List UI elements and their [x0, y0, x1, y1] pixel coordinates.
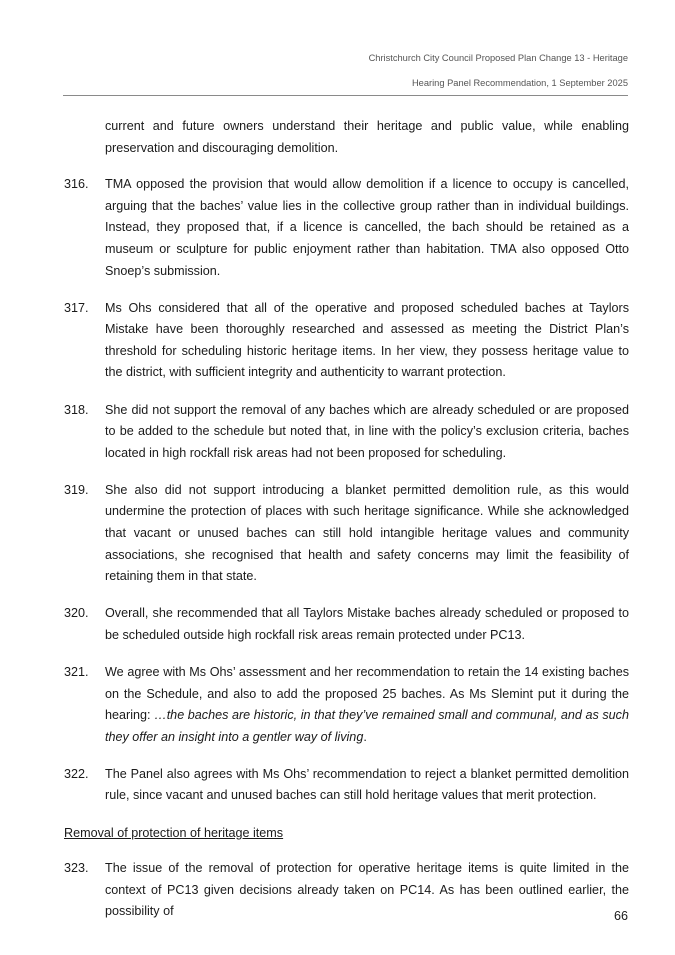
paragraph-text: Overall, she recommended that all Taylors Mistake baches already scheduled or proposed to be scheduled outside high rockfall risk areas remain protected under PC13. [105, 606, 629, 642]
paragraph-continuation [64, 116, 629, 159]
paragraph-text: current and future owners understand their heritage and public value, while enabling preservation and discouraging demolition. [105, 119, 629, 155]
page-number: 66 [613, 909, 628, 923]
paragraph-number: 322. [64, 766, 89, 781]
header-divider [63, 95, 628, 96]
paragraph-text-tail: . [363, 729, 367, 744]
paragraph-321 [64, 662, 629, 748]
paragraph-322 [64, 764, 629, 807]
document-body [64, 116, 629, 938]
paragraph-number: 321. [64, 664, 89, 679]
paragraph-number: 319. [64, 482, 89, 497]
paragraph-text: She did not support the removal of any baches which are already scheduled or are proposed to be added to the schedule but noted that, in line with the policy’s exclusion criteria, baches located in high rockfall risk areas had not been proposed for scheduling. [105, 402, 629, 460]
paragraph-317 [64, 298, 629, 384]
paragraph-text: The Panel also agrees with Ms Ohs’ recommendation to reject a blanket permitted demolition rule, since vacant and unused baches can still hold heritage values that merit protection. [105, 766, 629, 803]
paragraph-text: Ms Ohs considered that all of the operative and proposed scheduled baches at Taylors Mistake have been thoroughly researched and assessed as meeting the District Plan’s threshold for scheduling historic heritage items. In her view, they possess heritage value to the district, with sufficient integrity and authenticity to warrant protection. [105, 300, 629, 380]
hearing-quote: …the baches are historic, in that they’ve remained small and communal, and as such they offer an insight into a gentler way of living [105, 708, 629, 744]
paragraph-316 [64, 174, 629, 282]
paragraph-323 [64, 858, 629, 923]
paragraph-320 [64, 603, 629, 646]
paragraph-number: 316. [64, 177, 89, 192]
paragraph-number: 317. [64, 300, 89, 315]
header-document-title: Christchurch City Council Proposed Plan Change 13 - Heritage [368, 53, 628, 63]
paragraph-text: We agree with Ms Ohs’ assessment and her recommendation to retain the 14 existing baches on the Schedule, and also to add the proposed 25 baches. As Ms Slemint put it during the hearing: [105, 664, 629, 723]
paragraph-number: 320. [64, 606, 89, 621]
paragraph-319 [64, 480, 629, 588]
section-heading: Removal of protection of heritage items [64, 825, 284, 840]
paragraph-318 [64, 400, 629, 465]
paragraph-text: TMA opposed the provision that would allow demolition if a licence to occupy is cancelled, arguing that the baches’ value lies in the collective group rather than in individual buildings. Instead, they proposed that, if a licence is cancelled, the bach should be retained as a museum or sculpture for public enjoyment rather than habitation. TMA also opposed Otto Snoep’s submission. [105, 177, 629, 278]
paragraph-number: 323. [64, 861, 89, 876]
header-document-subtitle: Hearing Panel Recommendation, 1 September 2025 [411, 78, 628, 88]
paragraph-text: She also did not support introducing a blanket permitted demolition rule, as this would undermine the protection of places with such heritage significance. While she acknowledged that vacant or unused baches can still hold intangible heritage values and community associations, she recognised that health and safety concerns may limit the feasibility of retaining them in that state. [105, 482, 629, 584]
running-header [63, 52, 628, 89]
paragraph-text: The issue of the removal of protection for operative heritage items is quite limited in the context of PC13 given decisions already taken on PC14. As has been outlined earlier, the possibility of [105, 861, 629, 919]
paragraph-number: 318. [64, 402, 89, 417]
